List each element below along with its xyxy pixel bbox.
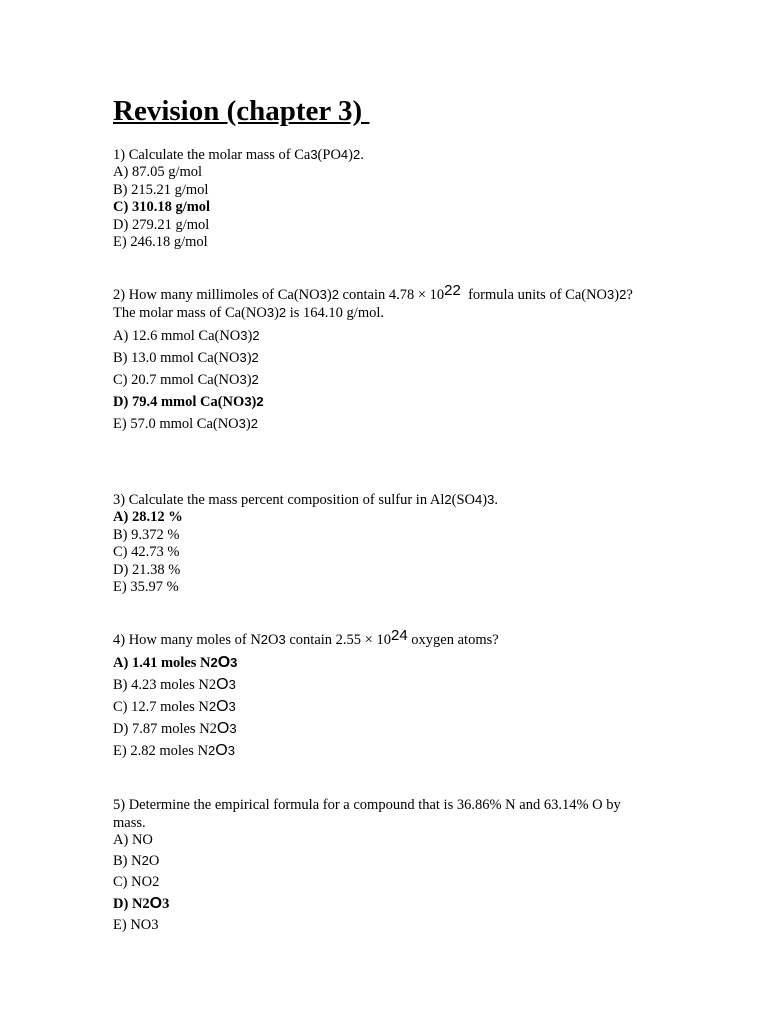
subscript: 2: [619, 286, 627, 302]
stem-text: .: [494, 491, 498, 508]
question-5-stem: [113, 796, 653, 832]
stem-text: ?: [626, 286, 633, 303]
subscript: 3: [227, 742, 235, 758]
subscript: 3: [239, 349, 247, 365]
option-a-correct: [113, 652, 673, 674]
stem-text: ): [614, 286, 620, 303]
option-unit: O: [217, 653, 231, 671]
option-c: [113, 369, 673, 391]
subscript: 2: [141, 852, 149, 868]
subscript: 3: [229, 720, 237, 736]
option-value: 4.23: [131, 676, 157, 693]
option-unit: ): [245, 415, 251, 432]
option-letter: E): [113, 916, 131, 933]
option-value: 12.6: [131, 327, 158, 344]
option-letter: D): [113, 561, 132, 578]
option-value: 7.87: [131, 720, 158, 737]
question-1-stem: [113, 146, 673, 164]
option-value: 9.372 %: [131, 526, 180, 543]
option-a-correct: [113, 509, 673, 527]
stem-text: .: [360, 147, 364, 163]
option-unit: ): [247, 327, 253, 344]
option-letter: B): [113, 526, 132, 543]
option-value: 13.0: [131, 349, 157, 366]
option-e: [113, 234, 673, 252]
option-letter: C): [113, 873, 132, 890]
stem-text: ): [348, 147, 353, 163]
option-letter: B): [113, 676, 132, 693]
stem-text: (PO: [317, 147, 341, 163]
option-value: 3: [162, 895, 170, 912]
stem-text: O: [268, 631, 279, 648]
page-title: Revision (chapter 3): [113, 95, 370, 127]
option-b: [113, 850, 673, 872]
option-letter: A): [113, 654, 132, 671]
option-e: [113, 915, 673, 936]
subscript: 3: [278, 631, 286, 647]
subscript: 4: [340, 147, 349, 162]
question-2-stem: [113, 281, 673, 304]
option-letter: A): [113, 164, 132, 180]
option-value: 12.7: [131, 698, 157, 715]
option-letter: D): [113, 393, 132, 410]
subscript: 2: [208, 698, 217, 714]
option-unit: mmol Ca(NO: [157, 393, 245, 410]
stem-text: ): [274, 304, 279, 321]
option-b: [113, 674, 673, 696]
stem-text: 5) Determine the empirical formula for a compound that is 36.86% N and 63.14% O by mass.: [113, 796, 621, 831]
option-d: [113, 217, 673, 235]
option-letter: D): [113, 216, 132, 233]
subscript: 3: [228, 676, 236, 692]
subscript: 2: [250, 415, 258, 431]
subscript: 2: [353, 147, 361, 162]
subscript: 2: [256, 393, 264, 409]
option-value: N: [131, 852, 142, 869]
subscript: 3: [239, 371, 247, 387]
option-letter: D): [113, 895, 132, 912]
option-value: 1.41: [131, 654, 158, 671]
stem-text: 2) How many millimoles of Ca(NO: [113, 286, 320, 303]
subscript: 2: [251, 371, 259, 387]
subscript: 2: [208, 742, 216, 758]
question-4-stem: [113, 626, 673, 649]
subscript: 3: [238, 415, 246, 431]
option-value: 20.7: [131, 371, 157, 388]
question-5: [113, 796, 673, 936]
option-value: 215.21 g/mol: [131, 181, 209, 198]
option-value: NO3: [130, 916, 159, 933]
option-c: [113, 872, 673, 893]
stem-text: contain 2.55 × 10: [285, 631, 391, 648]
option-b: [113, 347, 673, 369]
stem-text: The molar mass of Ca(NO: [113, 304, 267, 321]
subscript: 3: [228, 698, 236, 714]
subscript: 3: [266, 304, 275, 320]
option-letter: C): [113, 199, 132, 216]
option-d-correct: [113, 893, 673, 915]
option-b: [113, 182, 673, 200]
stem-text: formula units of Ca(NO: [460, 286, 608, 303]
subscript: 2: [210, 654, 218, 670]
option-unit: O: [215, 741, 228, 759]
document-page: [113, 92, 673, 936]
option-value: 279.21 g/mol: [131, 216, 210, 233]
option-e: [113, 413, 673, 435]
stem-text: contain 4.78 × 10: [338, 286, 445, 303]
superscript: 22: [444, 281, 461, 299]
option-unit: mmol Ca(NO: [156, 371, 240, 388]
option-value: 2.82: [130, 742, 156, 759]
stem-text: (SO: [451, 491, 476, 508]
subscript: 3: [310, 147, 318, 162]
option-value: NO2: [131, 873, 160, 890]
option-letter: E): [113, 234, 131, 251]
question-3-stem: [113, 491, 673, 509]
option-a: [113, 164, 673, 182]
question-4: [113, 626, 673, 762]
subscript: 3: [487, 491, 495, 507]
option-value: 310.18 g/mol: [131, 199, 211, 216]
option-unit: mmol Ca(NO: [157, 327, 241, 344]
option-letter: B): [113, 852, 132, 869]
subscript: 3: [319, 286, 327, 302]
stem-text: is 164.10 g/mol.: [286, 304, 385, 321]
subscript: 2: [331, 286, 339, 302]
subscript: 3: [230, 654, 238, 670]
option-unit: mmol Ca(NO: [156, 349, 240, 366]
subscript: 2: [444, 491, 452, 507]
option-unit: ): [251, 393, 257, 410]
option-unit: ): [246, 371, 252, 388]
question-1: [113, 146, 673, 252]
option-unit: moles N: [155, 742, 209, 759]
option-letter: E): [113, 415, 131, 432]
option-c: [113, 696, 673, 718]
question-2: [113, 281, 673, 435]
option-letter: A): [113, 831, 132, 848]
option-unit: mmol Ca(NO: [155, 415, 239, 432]
question-2-stem-line2: [113, 304, 673, 322]
option-d-correct: [113, 391, 673, 413]
subscript: 3: [240, 327, 248, 343]
option-a: [113, 325, 673, 347]
option-unit: O: [216, 719, 230, 737]
option-unit: moles N2: [157, 720, 217, 737]
option-value: 21.38 %: [131, 561, 181, 578]
option-value: O: [149, 894, 163, 912]
option-value: 87.05 g/mol: [131, 164, 203, 180]
stem-text: 1) Calculate the molar mass of Ca: [113, 147, 311, 163]
option-value: 35.97 %: [130, 579, 179, 596]
option-b: [113, 527, 673, 545]
stem-text: 3) Calculate the mass percent composition of sulfur in Al: [113, 491, 445, 508]
stem-text: ): [326, 286, 332, 303]
option-e: [113, 579, 673, 597]
option-unit: moles N: [157, 654, 211, 671]
option-a: [113, 832, 673, 850]
option-value: N2: [131, 895, 150, 912]
option-letter: D): [113, 720, 132, 737]
option-letter: C): [113, 698, 132, 715]
option-value: 42.73 %: [131, 544, 180, 561]
option-d: [113, 718, 673, 740]
subscript: 2: [252, 327, 260, 343]
option-value: NO: [131, 831, 153, 848]
option-e: [113, 740, 673, 762]
subscript: 2: [260, 631, 269, 647]
subscript: 2: [278, 304, 287, 320]
option-unit: moles N: [156, 698, 209, 715]
option-letter: A): [113, 508, 132, 525]
subscript: 3: [607, 286, 615, 302]
option-letter: C): [113, 371, 132, 388]
option-unit: moles N2: [156, 676, 217, 693]
option-letter: B): [113, 181, 132, 198]
option-unit: O: [216, 697, 229, 715]
option-c-correct: [113, 199, 673, 217]
subscript: 3: [244, 393, 252, 409]
option-letter: E): [113, 742, 131, 759]
option-unit: O: [216, 675, 229, 693]
option-value: 79.4: [131, 393, 158, 410]
option-letter: C): [113, 544, 132, 561]
option-letter: B): [113, 349, 132, 366]
option-c: [113, 544, 673, 562]
question-3: [113, 491, 673, 597]
option-unit: ): [246, 349, 252, 366]
option-value: O: [148, 852, 160, 869]
option-letter: A): [113, 327, 132, 344]
subscript: 2: [251, 349, 259, 365]
stem-text: 4) How many moles of N: [113, 631, 261, 648]
stem-text: oxygen atoms?: [407, 631, 499, 648]
option-letter: E): [113, 579, 131, 596]
subscript: 4: [475, 491, 483, 507]
option-value: 28.12 %: [131, 508, 183, 525]
stem-text: ): [482, 491, 488, 508]
option-d: [113, 562, 673, 580]
option-value: 57.0: [130, 415, 156, 432]
superscript: 24: [390, 626, 408, 644]
option-value: 246.18 g/mol: [130, 234, 208, 251]
